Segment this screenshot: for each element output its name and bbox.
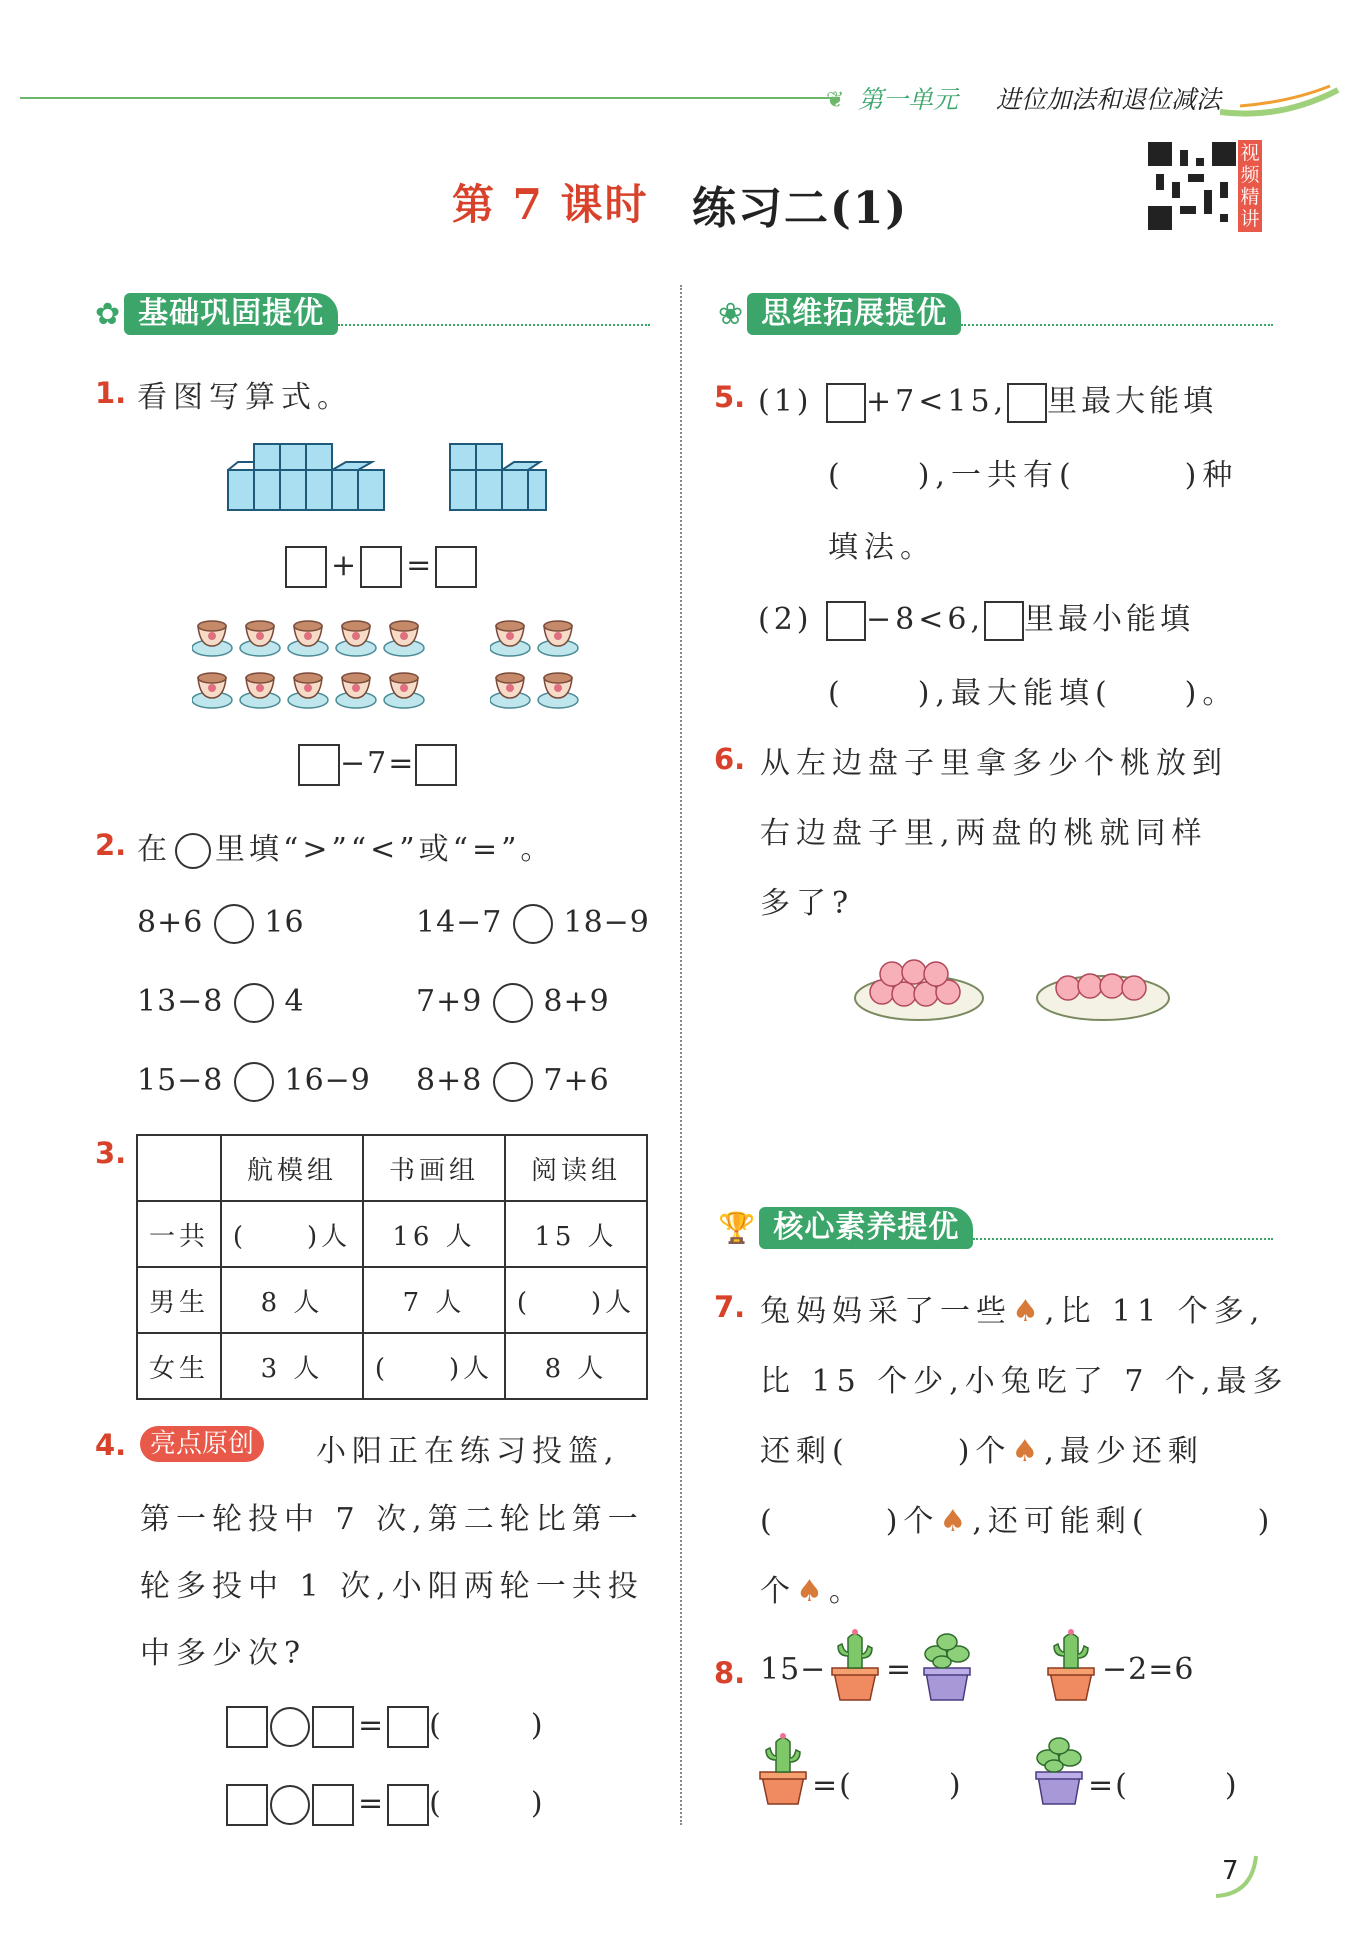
header-unit: 第一单元	[858, 85, 959, 114]
compare-circle[interactable]	[234, 1062, 274, 1102]
answer-box[interactable]	[1007, 383, 1047, 423]
teacups-left	[192, 614, 432, 714]
header-leaf-icon: ❦	[826, 88, 845, 113]
circle-symbol	[175, 833, 211, 869]
q8-eq1-a: 15−	[760, 1652, 827, 1687]
table-row: 一共 ( )人 16 人 15 人	[137, 1201, 647, 1267]
q5-part2-line1: (2) −8<6, 里最小能填	[758, 594, 1194, 641]
section-title-basic: 基础巩固提优	[124, 293, 338, 335]
q1-equation-2: −7=	[298, 744, 457, 786]
answer-box[interactable]	[387, 1784, 429, 1826]
q7-line-1: 兔妈妈采了一些♠,比 11 个多,	[760, 1294, 1266, 1329]
section-banner-core	[718, 1206, 1273, 1250]
q4-badge: 亮点原创	[140, 1426, 264, 1462]
peach-plate-right	[1034, 946, 1172, 1026]
q4-line-1: 小阳正在练习投篮,	[316, 1434, 620, 1469]
mushroom-icon: ♠	[1011, 1434, 1045, 1469]
leaf-plant-icon	[1030, 1730, 1088, 1808]
q1-number: 1.	[95, 376, 127, 410]
q6-line-1: 从左边盘子里拿多少个桃放到	[760, 746, 1228, 781]
header-unit-title: 进位加法和退位减法	[996, 85, 1222, 114]
q4-number: 4.	[95, 1428, 127, 1462]
q5-part1-line3: 填法。	[828, 530, 936, 565]
q7-number: 7.	[714, 1290, 746, 1324]
q2-item: 7+9 8+9	[416, 983, 610, 1023]
header-rule	[20, 97, 840, 99]
answer-box[interactable]	[984, 601, 1024, 641]
answer-box[interactable]	[435, 546, 477, 588]
q1-equation-1	[285, 546, 477, 588]
q4-equation-1: = ( )	[226, 1700, 543, 1748]
header-swoosh-icon	[1220, 82, 1340, 122]
compare-circle[interactable]	[214, 904, 254, 944]
q2-item: 8+6 16	[137, 904, 305, 944]
cactus-icon	[828, 1626, 884, 1704]
answer-box[interactable]	[226, 1784, 268, 1826]
q5-number: 5.	[714, 380, 746, 414]
answer-box[interactable]	[226, 1706, 268, 1748]
q4-equation-2: = ( )	[226, 1778, 543, 1826]
qr-label: 视频精讲	[1238, 140, 1262, 232]
section-banner-thinking	[718, 292, 1273, 336]
cactus-icon	[756, 1730, 812, 1808]
answer-box[interactable]	[298, 744, 340, 786]
teacups-right	[490, 614, 590, 714]
plus-sign: +	[331, 548, 357, 583]
q6-line-2: 右边盘子里,两盘的桃就同样	[760, 816, 1208, 851]
q7-line-5: 个♠。	[760, 1574, 865, 1609]
q8-eq1-eq: =	[886, 1652, 918, 1687]
q7-line-3: 还剩( )个♠,最少还剩	[760, 1434, 1204, 1469]
mushroom-icon: ♠	[796, 1574, 829, 1609]
trophy-icon: 🏆	[718, 1210, 756, 1246]
answer-box[interactable]	[387, 1706, 429, 1748]
q6-number: 6.	[714, 742, 746, 776]
q3-table	[136, 1134, 648, 1400]
q3-number: 3.	[95, 1136, 127, 1170]
q4-line-3: 轮多投中 1 次,小阳两轮一共投	[140, 1569, 644, 1604]
qr-code-icon[interactable]	[1148, 142, 1236, 230]
mushroom-icon: ♠	[939, 1504, 973, 1539]
answer-box[interactable]	[826, 383, 866, 423]
q7-line-2: 比 15 个少,小兔吃了 7 个,最多	[760, 1364, 1289, 1399]
cactus-icon	[1044, 1626, 1100, 1704]
table-row: 航模组 书画组 阅读组	[137, 1135, 647, 1201]
compare-circle[interactable]	[493, 983, 533, 1023]
column-divider	[680, 285, 682, 1825]
q2-item: 15−8 16−9	[137, 1062, 371, 1102]
lesson-title: 练习二(1)	[692, 183, 909, 234]
compare-circle[interactable]	[513, 904, 553, 944]
q8-eq2: −2=6	[1102, 1652, 1195, 1687]
equals-sign: =	[406, 548, 432, 583]
q4-line-2: 第一轮投中 7 次,第二轮比第一	[140, 1502, 644, 1537]
q8-ans-1[interactable]: =( )	[812, 1768, 963, 1803]
q2-item: 8+8 7+6	[416, 1062, 610, 1102]
leaf-plant-icon	[918, 1626, 976, 1704]
q2-item: 14−7 18−9	[416, 904, 650, 944]
table-row: 男生 8 人 7 人 ( )人	[137, 1267, 647, 1333]
gear-icon: ✿	[95, 296, 121, 332]
q5-part1-line2[interactable]: ( ),一共有( )种	[828, 458, 1239, 493]
operator-circle[interactable]	[270, 1707, 310, 1747]
operator-circle[interactable]	[270, 1785, 310, 1825]
q4-line-4: 中多少次?	[140, 1636, 307, 1671]
page-swoosh-icon	[1212, 1850, 1262, 1900]
cube-group-right	[448, 440, 552, 514]
q7-line-4: ( )个♠,还可能剩( )	[760, 1504, 1276, 1539]
q1-text: 看图写算式。	[137, 380, 353, 415]
peach-plate-left	[852, 946, 986, 1026]
answer-box[interactable]	[285, 546, 327, 588]
answer-box[interactable]	[312, 1784, 354, 1826]
answer-box[interactable]	[360, 546, 402, 588]
q6-line-3: 多了?	[760, 886, 855, 921]
answer-box[interactable]	[415, 744, 457, 786]
compare-circle[interactable]	[234, 983, 274, 1023]
answer-box[interactable]	[312, 1706, 354, 1748]
q2-number: 2.	[95, 828, 127, 862]
q2-item: 13−8 4	[137, 983, 305, 1023]
sprout-icon: ❀	[718, 296, 744, 332]
q5-part1-line1: (1) +7<15, 里最大能填	[758, 376, 1217, 423]
answer-box[interactable]	[826, 601, 866, 641]
mushroom-icon: ♠	[1012, 1294, 1045, 1329]
compare-circle[interactable]	[493, 1062, 533, 1102]
section-title-thinking: 思维拓展提优	[747, 293, 961, 335]
q8-number: 8.	[714, 1656, 746, 1690]
cube-group-left	[226, 440, 390, 514]
table-row: 女生 3 人 ( )人 8 人	[137, 1333, 647, 1399]
q8-ans-2[interactable]: =( )	[1088, 1768, 1239, 1803]
lesson-number: 第 7 课时	[452, 180, 649, 229]
q5-part2-line2[interactable]: ( ),最大能填( )。	[828, 676, 1239, 711]
page-number: 7	[1222, 1856, 1239, 1886]
q2-text: 在 里填“>”“<”或“=”。	[137, 832, 555, 867]
section-title-core: 核心素养提优	[759, 1207, 973, 1249]
section-banner-basic	[95, 292, 650, 336]
